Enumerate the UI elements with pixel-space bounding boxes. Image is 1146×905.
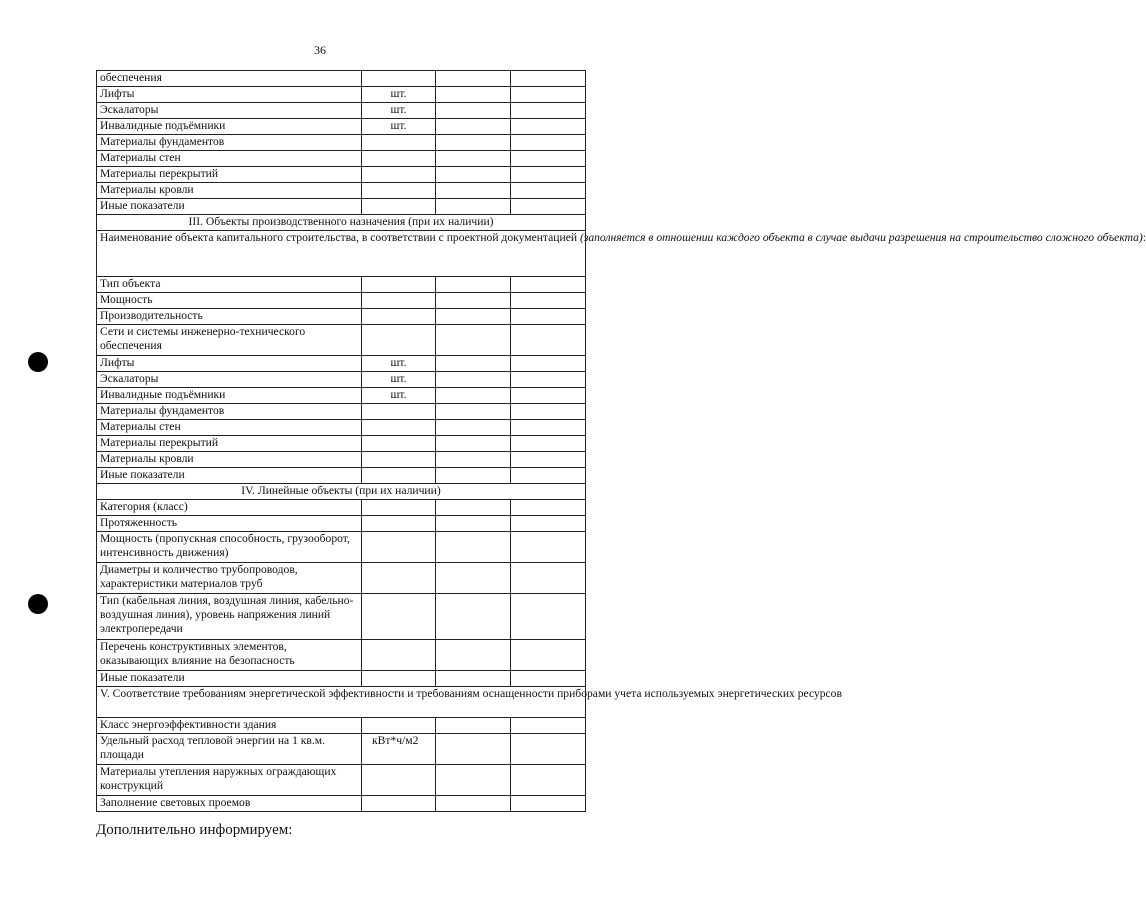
row-unit — [362, 420, 436, 436]
table-row — [97, 71, 586, 87]
value-cell[interactable] — [436, 671, 511, 687]
table-row — [97, 356, 586, 372]
row-label: Иные показатели — [97, 468, 362, 484]
table-row — [97, 277, 586, 293]
row-unit — [362, 71, 436, 87]
table-row — [97, 734, 586, 765]
value-cell[interactable] — [436, 372, 511, 388]
table-row — [97, 796, 586, 812]
row-unit — [362, 765, 436, 796]
table-row — [97, 500, 586, 516]
row-label: Эскалаторы — [97, 372, 362, 388]
row-unit — [362, 325, 436, 356]
row-label: Материалы стен — [97, 151, 362, 167]
value-cell[interactable] — [511, 436, 586, 452]
value-cell[interactable] — [436, 325, 511, 356]
section-title: IV. Линейные объекты (при их наличии) — [97, 484, 586, 500]
row-label: Инвалидные подъёмники — [97, 119, 362, 135]
row-label: Сети и системы инженерно-технического обеспечения — [97, 325, 362, 356]
value-cell[interactable] — [436, 765, 511, 796]
row-label: обеспечения — [97, 71, 362, 87]
value-cell[interactable] — [436, 436, 511, 452]
table-row — [97, 199, 586, 215]
row-label: Инвалидные подъёмники — [97, 388, 362, 404]
row-unit — [362, 500, 436, 516]
value-cell[interactable] — [511, 277, 586, 293]
table-row — [97, 765, 586, 796]
value-cell[interactable] — [436, 404, 511, 420]
row-label: Класс энергоэффективности здания — [97, 718, 362, 734]
row-label: Материалы перекрытий — [97, 167, 362, 183]
row-unit: шт. — [362, 87, 436, 103]
value-cell[interactable] — [436, 151, 511, 167]
row-label: Материалы перекрытий — [97, 436, 362, 452]
value-cell[interactable] — [511, 167, 586, 183]
row-unit: кВт*ч/м2 — [362, 734, 436, 765]
value-cell[interactable] — [436, 796, 511, 812]
object-name-main: Наименование объекта капитального строительства, в соответствии с проектной документацией — [100, 231, 578, 244]
value-cell[interactable] — [436, 516, 511, 532]
value-cell[interactable] — [511, 765, 586, 796]
row-label: Тип объекта — [97, 277, 362, 293]
section-title: V. Соответствие требованиям энергетической эффективности и требованиям оснащенности приборами учета используемых энергетических ресурсов — [97, 687, 586, 718]
row-label: Материалы стен — [97, 420, 362, 436]
value-cell[interactable] — [511, 71, 586, 87]
table-row — [97, 167, 586, 183]
table-row — [97, 452, 586, 468]
value-cell[interactable] — [511, 293, 586, 309]
table-row — [97, 436, 586, 452]
row-label: Удельный расход тепловой энергии на 1 кв.м. площади — [97, 734, 362, 765]
value-cell[interactable] — [511, 103, 586, 119]
row-label: Материалы фундаментов — [97, 135, 362, 151]
value-cell[interactable] — [511, 87, 586, 103]
row-unit — [362, 309, 436, 325]
object-name-note: (заполняется в отношении каждого объекта в случае выдачи разрешения на строительство сложного объекта) — [579, 231, 1143, 244]
value-cell[interactable] — [511, 532, 586, 563]
value-cell[interactable] — [511, 516, 586, 532]
value-cell[interactable] — [436, 356, 511, 372]
value-cell[interactable] — [436, 167, 511, 183]
table-row — [97, 372, 586, 388]
row-unit — [362, 167, 436, 183]
value-cell[interactable] — [511, 388, 586, 404]
value-cell[interactable] — [511, 718, 586, 734]
additional-info-label: Дополнительно информируем: — [96, 822, 293, 838]
value-cell[interactable] — [436, 183, 511, 199]
value-cell[interactable] — [511, 594, 586, 640]
row-unit: шт. — [362, 372, 436, 388]
value-cell[interactable] — [436, 468, 511, 484]
table-row — [97, 594, 586, 640]
row-unit: шт. — [362, 103, 436, 119]
row-unit — [362, 594, 436, 640]
row-label: Диаметры и количество трубопроводов, характеристики материалов труб — [97, 563, 362, 594]
value-cell[interactable] — [436, 199, 511, 215]
row-label: Лифты — [97, 87, 362, 103]
value-cell[interactable] — [436, 500, 511, 516]
value-cell[interactable] — [436, 532, 511, 563]
row-label: Мощность — [97, 293, 362, 309]
section-header-row — [97, 687, 586, 718]
row-unit — [362, 796, 436, 812]
value-cell[interactable] — [511, 734, 586, 765]
row-label: Заполнение световых проемов — [97, 796, 362, 812]
value-cell[interactable] — [511, 671, 586, 687]
row-unit: шт. — [362, 388, 436, 404]
row-unit: шт. — [362, 356, 436, 372]
row-label: Эскалаторы — [97, 103, 362, 119]
table-row — [97, 325, 586, 356]
table-row — [97, 87, 586, 103]
value-cell[interactable] — [436, 119, 511, 135]
section-title: III. Объекты производственного назначения (при их наличии) — [97, 215, 586, 231]
value-cell[interactable] — [436, 734, 511, 765]
row-unit — [362, 671, 436, 687]
value-cell[interactable] — [511, 563, 586, 594]
value-cell[interactable] — [511, 199, 586, 215]
row-unit — [362, 436, 436, 452]
value-cell[interactable] — [511, 468, 586, 484]
row-label: Материалы фундаментов — [97, 404, 362, 420]
value-cell[interactable] — [436, 718, 511, 734]
table-row — [97, 516, 586, 532]
value-cell[interactable] — [436, 640, 511, 671]
table-row — [97, 640, 586, 671]
value-cell[interactable] — [511, 151, 586, 167]
row-label: Материалы утепления наружных ограждающих конструкций — [97, 765, 362, 796]
object-name-caption — [97, 231, 1146, 277]
row-label: Категория (класс) — [97, 500, 362, 516]
table-row — [97, 404, 586, 420]
value-cell[interactable] — [511, 372, 586, 388]
value-cell[interactable] — [436, 87, 511, 103]
value-cell[interactable] — [436, 594, 511, 640]
object-name-row — [97, 231, 586, 277]
object-name-end: : — [1142, 231, 1146, 244]
section-header-row — [97, 484, 586, 500]
value-cell[interactable] — [511, 325, 586, 356]
row-unit — [362, 404, 436, 420]
row-unit — [362, 468, 436, 484]
row-unit: шт. — [362, 119, 436, 135]
table-row — [97, 119, 586, 135]
row-unit — [362, 516, 436, 532]
object-parameters-table — [96, 70, 1146, 812]
row-label: Протяженность — [97, 516, 362, 532]
table-row — [97, 388, 586, 404]
table-row — [97, 103, 586, 119]
table-row — [97, 671, 586, 687]
row-unit — [362, 199, 436, 215]
row-label: Материалы кровли — [97, 452, 362, 468]
value-cell[interactable] — [511, 420, 586, 436]
table-row — [97, 468, 586, 484]
row-label: Перечень конструктивных элементов, оказывающих влияние на безопасность — [97, 640, 362, 671]
row-label: Производительность — [97, 309, 362, 325]
table-row — [97, 532, 586, 563]
table-row — [97, 151, 586, 167]
value-cell[interactable] — [436, 388, 511, 404]
row-unit — [362, 563, 436, 594]
value-cell[interactable] — [511, 796, 586, 812]
value-cell[interactable] — [436, 135, 511, 151]
row-unit — [362, 293, 436, 309]
value-cell[interactable] — [436, 71, 511, 87]
value-cell[interactable] — [511, 500, 586, 516]
value-cell[interactable] — [511, 183, 586, 199]
row-unit — [362, 183, 436, 199]
row-unit — [362, 151, 436, 167]
value-cell[interactable] — [511, 452, 586, 468]
row-unit — [362, 135, 436, 151]
value-cell[interactable] — [511, 135, 586, 151]
section-header-row — [97, 215, 586, 231]
value-cell[interactable] — [511, 356, 586, 372]
row-label: Тип (кабельная линия, воздушная линия, кабельно-воздушная линия), уровень напряжения линий электропередачи — [97, 594, 362, 640]
value-cell[interactable] — [436, 103, 511, 119]
row-unit — [362, 640, 436, 671]
value-cell[interactable] — [436, 277, 511, 293]
value-cell[interactable] — [511, 309, 586, 325]
value-cell[interactable] — [436, 293, 511, 309]
table-row — [97, 135, 586, 151]
table-row — [97, 420, 586, 436]
row-label: Иные показатели — [97, 199, 362, 215]
value-cell[interactable] — [436, 420, 511, 436]
value-cell[interactable] — [436, 452, 511, 468]
row-label: Иные показатели — [97, 671, 362, 687]
value-cell[interactable] — [511, 119, 586, 135]
punch-hole-upper — [28, 352, 48, 372]
row-unit — [362, 532, 436, 563]
value-cell[interactable] — [511, 640, 586, 671]
value-cell[interactable] — [436, 563, 511, 594]
punch-hole-lower — [28, 594, 48, 614]
row-label: Материалы кровли — [97, 183, 362, 199]
row-unit — [362, 452, 436, 468]
value-cell[interactable] — [436, 309, 511, 325]
row-unit — [362, 718, 436, 734]
table-row — [97, 309, 586, 325]
table-row — [97, 718, 586, 734]
table-row — [97, 183, 586, 199]
table-row — [97, 563, 586, 594]
row-label: Мощность (пропускная способность, грузооборот, интенсивность движения) — [97, 532, 362, 563]
row-label: Лифты — [97, 356, 362, 372]
page-number: 36 — [314, 43, 326, 57]
row-unit — [362, 277, 436, 293]
value-cell[interactable] — [511, 404, 586, 420]
table-row — [97, 293, 586, 309]
